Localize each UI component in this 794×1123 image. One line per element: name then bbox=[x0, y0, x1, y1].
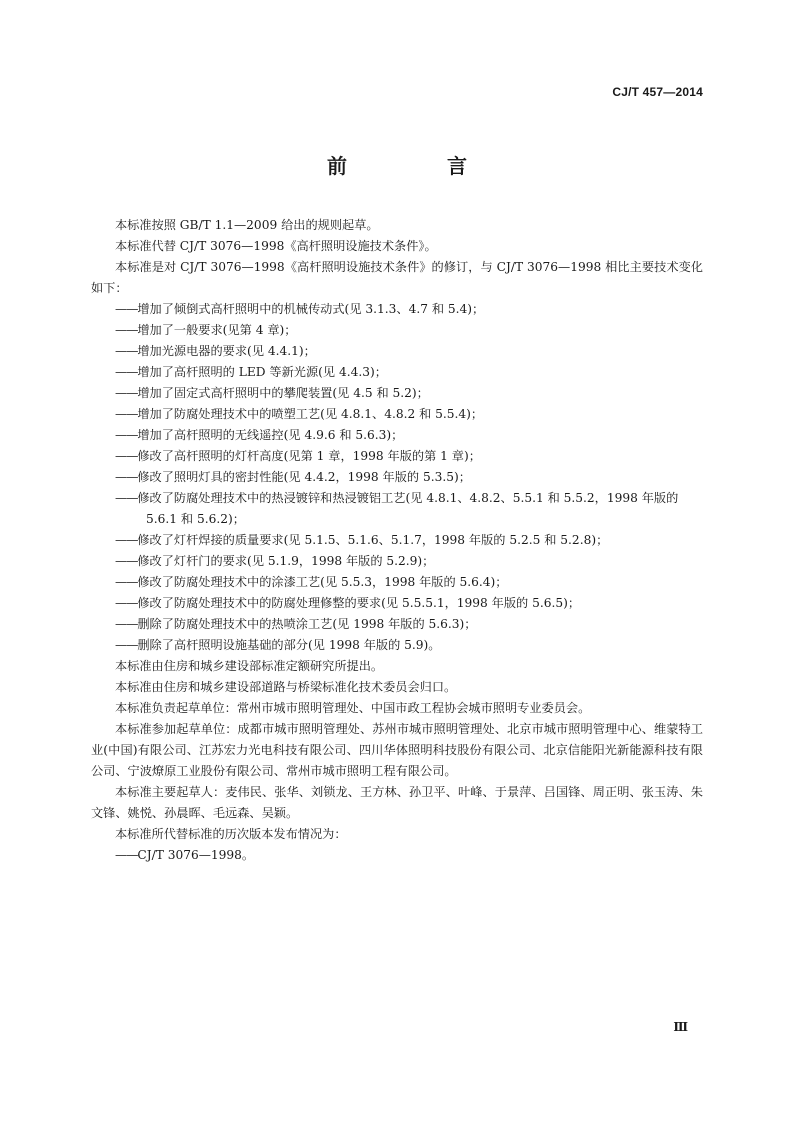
list-item bbox=[91, 593, 703, 614]
paragraph: 本标准由住房和城乡建设部标准定额研究所提出。 bbox=[115, 659, 384, 673]
list-item-text: CJ/T 3076—1998。 bbox=[137, 848, 255, 862]
dash-marker: —— bbox=[115, 449, 138, 463]
dash-marker: —— bbox=[115, 323, 138, 337]
dash-marker: —— bbox=[115, 365, 138, 379]
paragraph: 本标准由住房和城乡建设部道路与桥梁标准化技术委员会归口。 bbox=[115, 680, 457, 694]
dash-marker: —— bbox=[115, 491, 138, 505]
list-item bbox=[91, 614, 703, 635]
list-item-text: 修改了防腐处理技术中的防腐处理修整的要求(见 5.5.5.1，1998 年版的 5.6.5)； bbox=[137, 596, 581, 610]
list-item-text: 增加了防腐处理技术中的喷塑工艺(见 4.8.1、4.8.2 和 5.5.4)； bbox=[137, 407, 484, 421]
history-list bbox=[91, 845, 703, 866]
list-item-text: 增加光源电器的要求(见 4.4.1)； bbox=[137, 344, 316, 358]
list-item-text: 修改了防腐处理技术中的涂漆工艺(见 5.5.3，1998 年版的 5.6.4)； bbox=[137, 575, 508, 589]
list-item-text: 增加了一般要求(见第 4 章)； bbox=[137, 323, 297, 337]
list-item-text: 修改了照明灯具的密封性能(见 4.4.2，1998 年版的 5.3.5)； bbox=[137, 470, 471, 484]
list-item-text: 修改了防腐处理技术中的热浸镀锌和热浸镀铝工艺(见 4.8.1、4.8.2、5.5.1 和 5.5.2，1998 年版的 5.6.1 和 5.6.2)； bbox=[137, 491, 679, 526]
dash-marker: —— bbox=[115, 428, 138, 442]
dash-marker: —— bbox=[115, 344, 138, 358]
dash-marker: —— bbox=[115, 302, 138, 316]
document-body bbox=[91, 215, 703, 866]
dash-marker: —— bbox=[115, 617, 138, 631]
list-item-text: 增加了倾倒式高杆照明中的机械传动式(见 3.1.3、4.7 和 5.4)； bbox=[137, 302, 485, 316]
change-list bbox=[91, 299, 703, 656]
standard-code: CJ/T 457—2014 bbox=[612, 85, 703, 99]
list-item bbox=[91, 572, 703, 593]
list-item bbox=[91, 530, 703, 551]
list-item bbox=[91, 635, 703, 656]
list-item-text: 删除了高杆照明设施基础的部分(见 1998 年版的 5.9)。 bbox=[137, 638, 441, 652]
list-item bbox=[91, 425, 703, 446]
list-item bbox=[91, 845, 703, 866]
paragraph: 本标准代替 CJ/T 3076—1998《高杆照明设施技术条件》。 bbox=[115, 239, 437, 253]
list-item bbox=[91, 488, 703, 530]
dash-marker: —— bbox=[115, 638, 138, 652]
list-item bbox=[91, 362, 703, 383]
paragraph: 本标准是对 CJ/T 3076—1998《高杆照明设施技术条件》的修订，与 CJ/T 3076—1998 相比主要技术变化如下： bbox=[91, 260, 703, 295]
list-item-text: 修改了灯杆焊接的质量要求(见 5.1.5、5.1.6、5.1.7，1998 年版的 5.2.5 和 5.2.8)； bbox=[137, 533, 609, 547]
list-item bbox=[91, 341, 703, 362]
list-item bbox=[91, 383, 703, 404]
paragraph: 本标准主要起草人：麦伟民、张华、刘锁龙、王方林、孙卫平、叶峰、于景萍、吕国锋、周正明、张玉涛、朱文锋、姚悦、孙晨晖、毛远森、吴颖。 bbox=[91, 785, 703, 820]
dash-marker: —— bbox=[115, 533, 138, 547]
dash-marker: —— bbox=[115, 386, 138, 400]
dash-marker: —— bbox=[115, 470, 138, 484]
list-item bbox=[91, 404, 703, 425]
dash-marker: —— bbox=[115, 407, 138, 421]
paragraph: 本标准按照 GB/T 1.1—2009 给出的规则起草。 bbox=[115, 218, 379, 232]
dash-marker: —— bbox=[115, 596, 138, 610]
list-item-text: 修改了灯杆门的要求(见 5.1.9，1998 年版的 5.2.9)； bbox=[137, 554, 435, 568]
list-item-text: 增加了高杆照明的无线遥控(见 4.9.6 和 5.6.3)； bbox=[137, 428, 404, 442]
paragraph: 本标准参加起草单位：成都市城市照明管理处、苏州市城市照明管理处、北京市城市照明管理中心、维蒙特工业(中国)有限公司、江苏宏力光电科技有限公司、四川华体照明科技股份有限公司、北京信能阳光新能源科技有限公司、宁波燎原工业股份有限公司、常州市城市照明工程有限公司。 bbox=[91, 722, 703, 778]
paragraph: 本标准负责起草单位：常州市城市照明管理处、中国市政工程协会城市照明专业委员会。 bbox=[115, 701, 591, 715]
list-item-text: 修改了高杆照明的灯杆高度(见第 1 章，1998 年版的第 1 章)； bbox=[137, 449, 481, 463]
list-item-text: 增加了高杆照明的 LED 等新光源(见 4.4.3)； bbox=[137, 365, 387, 379]
list-item-text: 增加了固定式高杆照明中的攀爬装置(见 4.5 和 5.2)； bbox=[137, 386, 429, 400]
list-item bbox=[91, 320, 703, 341]
list-item bbox=[91, 551, 703, 572]
dash-marker: —— bbox=[115, 554, 138, 568]
list-item bbox=[91, 446, 703, 467]
dash-marker: —— bbox=[115, 848, 138, 862]
list-item bbox=[91, 467, 703, 488]
page-number: Ⅲ bbox=[673, 1020, 688, 1034]
list-item-text: 删除了防腐处理技术中的热喷涂工艺(见 1998 年版的 5.6.3)； bbox=[137, 617, 477, 631]
paragraph: 本标准所代替标准的历次版本发布情况为： bbox=[115, 827, 347, 841]
page-title: 前 言 bbox=[327, 154, 507, 178]
list-item bbox=[91, 299, 703, 320]
dash-marker: —— bbox=[115, 575, 138, 589]
